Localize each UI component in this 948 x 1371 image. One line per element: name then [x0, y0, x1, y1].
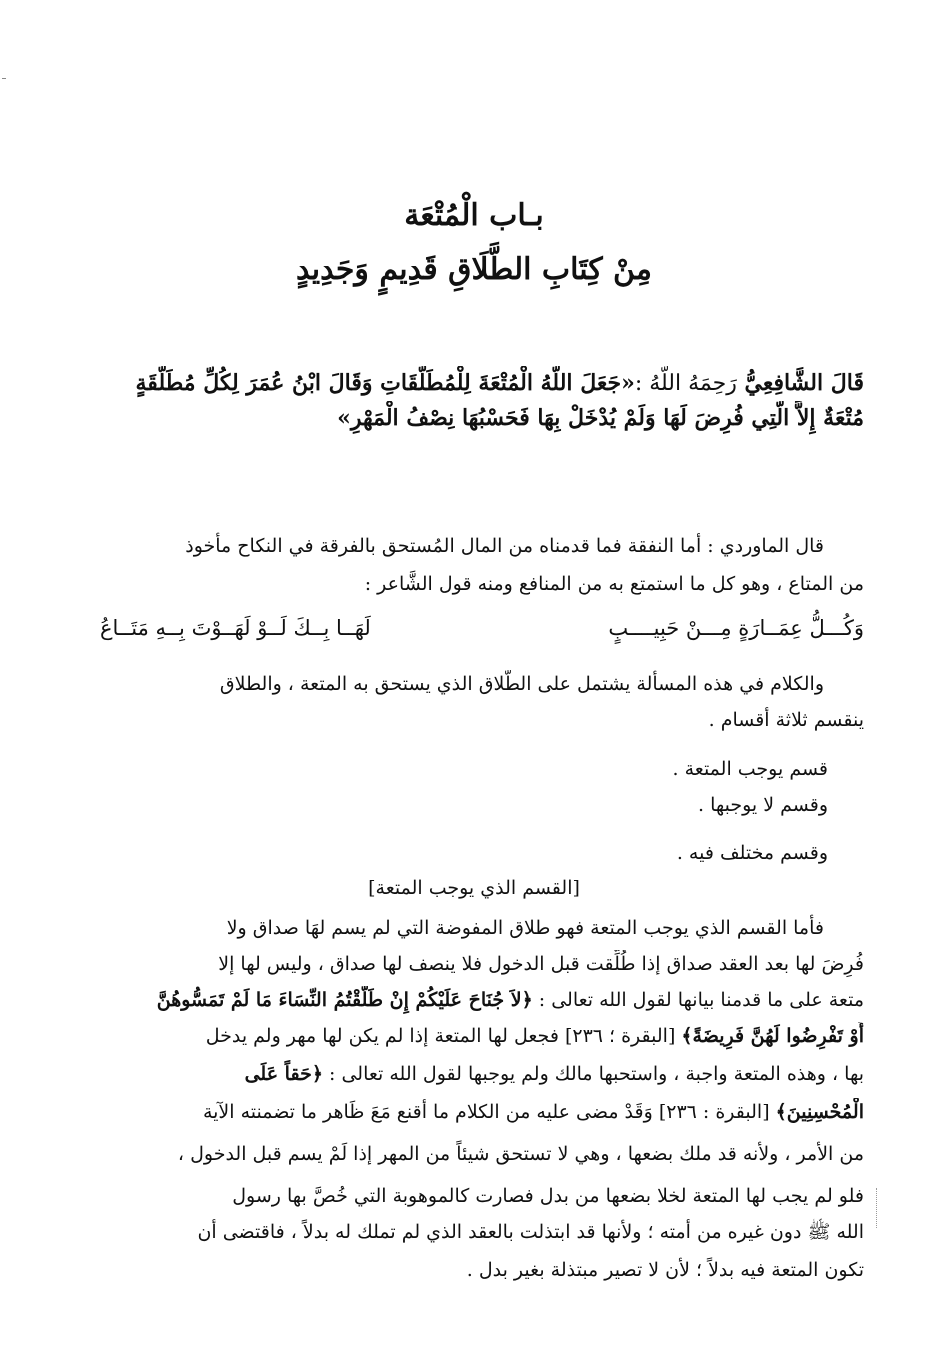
- section-line-5-text: بها ، وهذه المتعة واجبة ، واستحبها مالك ولم يوجبها لقول الله تعالى :: [329, 1063, 864, 1085]
- section-line-10: تكون المتعة فيه بدلاً ؛ لأن لا تصير مبتذلة بغير بدل .: [466, 1259, 864, 1281]
- section-line-4-text: [البقرة ؛ ٢٣٦] فجعل لها المتعة إذا لم يكن لها مهر ولم يدخل: [205, 1025, 676, 1047]
- chapter-title: بـاب الْمُتْعَة: [404, 198, 544, 233]
- chapter-subtitle: مِنْ كِتَابِ الطَّلَاقِ قَدِيمٍ وَجَدِيدٍ: [296, 252, 652, 287]
- margin-mark: [876, 1188, 878, 1228]
- verse-second-hemistich: لَهَــا بِــكَ لَــوْ لَهَــوْتَ بِــهِ مَتَــاعُ: [100, 616, 371, 640]
- section-line-6: [100, 1098, 864, 1126]
- section-line-8: فلو لم يجب لها المتعة لخلا بضعها من بدل فصارت كالموهوبة التي خُصَّ بها رسول: [232, 1185, 864, 1207]
- section-line-2: فُرِضَ لها بعد العقد صداق إذا طُلِّقت قبل الدخول فلا ينصف لها صداق ، وليس لها إلا: [218, 953, 864, 975]
- poetry-verse: [100, 616, 864, 650]
- commentary-line-4: ينقسم ثلاثة أقسام .: [708, 709, 864, 731]
- section-line-1: فأما القسم الذي يوجب المتعة فهو طلاق المفوضة التي لم يسم لهَا صداق ولا: [226, 917, 824, 939]
- quran-verse-1b: أَوْ تَفْرِضُوا لَهُنَّ فَرِيضَةً﴾: [681, 1025, 864, 1047]
- matn-line-2: مُتْعَةٌ إِلاَّ الَّتِي فُرِضَ لَهَا وَلَمْ يُدْخَلْ بِهَا فَحَسْبُهَا نِصْفُ الْمَهْرِ»: [337, 405, 864, 431]
- division-item-2: وقسم لا يوجبها .: [698, 794, 828, 816]
- section-line-3-text: متعة على ما قدمنا بيانها لقول الله تعالى :: [538, 989, 864, 1011]
- section-line-6-text: [البقرة : ٢٣٦] وَقَدْ مضى عليه من الكلام ما أقنع مَعَ ظَاهر ما تضمنته الآية: [202, 1101, 770, 1123]
- matn-text: [112, 366, 864, 435]
- commentary-line-3: والكلام في هذه المسألة يشتمل على الطَّلاق الذي يستحق به المتعة ، والطلاق: [219, 673, 824, 695]
- matn-quote-start: «جَعَلَ اللَّهُ الْمُتْعَةَ لِلْمُطَلَّقَاتِ وَقَالَ ابْنُ عُمَرَ لِكُلِّ مُطَلَّقَةٍ: [135, 370, 635, 396]
- section-line-4: [100, 1022, 864, 1050]
- division-item-3: وقسم مختلف فيه .: [676, 842, 828, 864]
- commentary-line-1: قال الماوردي : أما النفقة فما قدمناه من المال المُستحق بالفرقة في النكاح مأخوذ: [185, 535, 824, 557]
- section-line-7: من الأمر ، ولأنه قد ملك بضعها ، وهي لا تستحق شيئاً من المهر إذا لَمْ يسم قبل الدخول ،: [177, 1143, 864, 1165]
- section-line-9: الله ﷺ دون غيره من أمته ؛ ولأنها قد ابتذلت بالعقد الذي لم تملك له بدلاً ، فاقتضى أن: [197, 1221, 864, 1243]
- matn-speaker: قَالَ الشَّافِعِيُّ: [744, 370, 864, 396]
- section-line-3: [100, 986, 864, 1014]
- matn-invocation: رَحِمَهُ اللَّهُ :: [634, 371, 737, 396]
- matn-line-1: [112, 366, 864, 401]
- commentary-line-2: من المتاع ، وهو كل ما استمتع به من المنافع ومنه قول الشَّاعر :: [364, 573, 864, 595]
- margin-tick: [2, 78, 6, 79]
- quran-verse-2b: الْمُحْسِنِينَ﴾: [775, 1101, 864, 1123]
- quran-verse-1a: ﴿لاَ جُنَاحَ عَلَيْكُمْ إِنْ طَلَّقْتُمُ النِّسَاءَ مَا لَمْ تَمَسُّوهُنَّ: [156, 989, 533, 1011]
- verse-first-hemistich: وَكُـــلُّ عِمَــارَةٍ مِـــنْ حَبِيــــبٍ: [608, 616, 864, 640]
- section-heading: [القسم الذي يوجب المتعة]: [368, 877, 580, 899]
- division-item-1: قسم يوجب المتعة .: [672, 758, 828, 780]
- section-line-5: [100, 1060, 864, 1088]
- quran-verse-2a: ﴿حَقاً عَلَى: [244, 1063, 323, 1085]
